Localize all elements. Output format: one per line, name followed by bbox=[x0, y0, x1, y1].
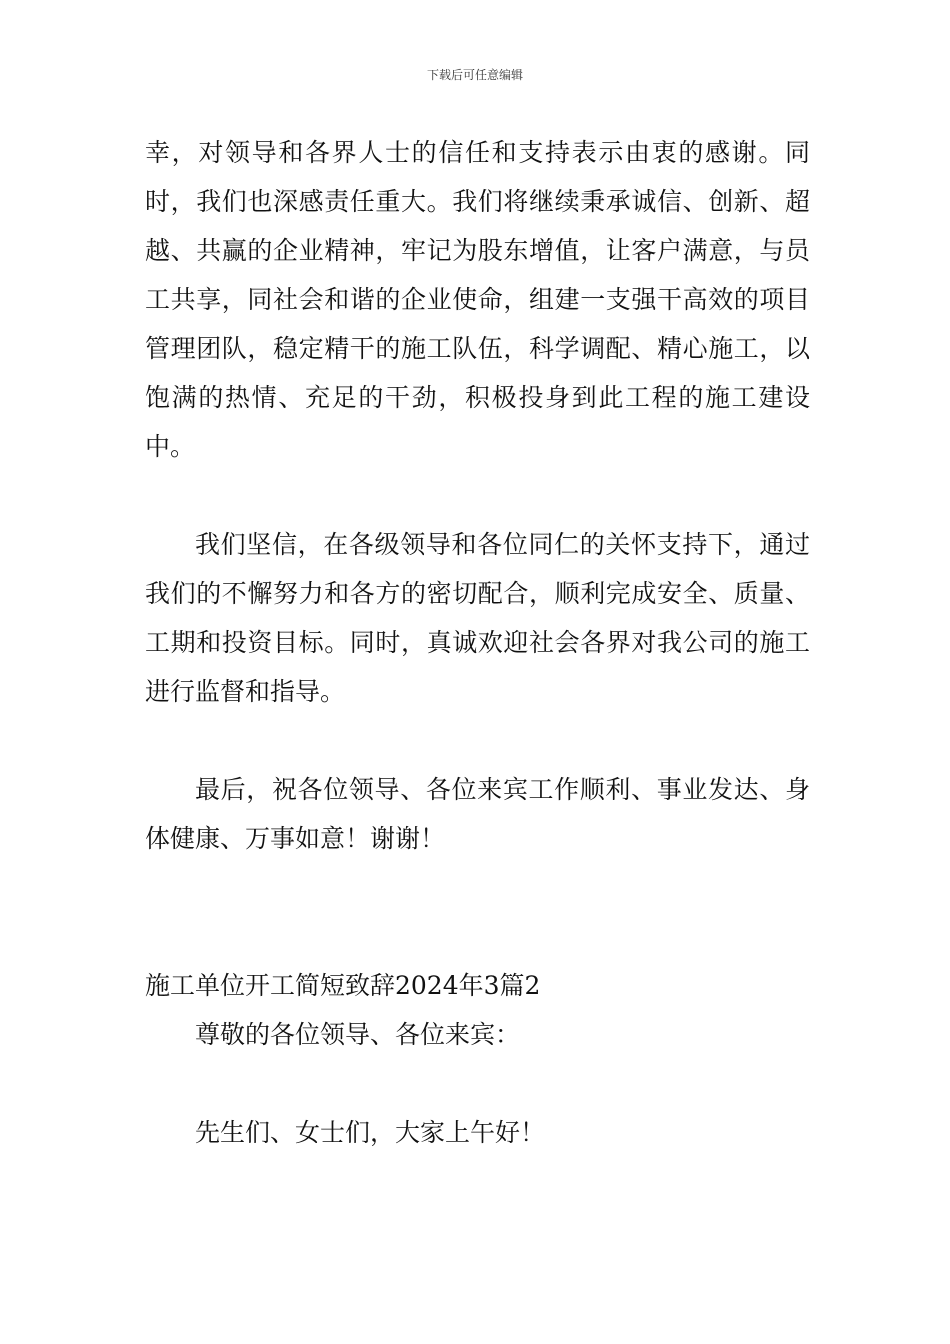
paragraph-wishes: 最后，祝各位领导、各位来宾工作顺利、事业发达、身体健康、万事如意！谢谢！ bbox=[145, 775, 810, 853]
greeting: 先生们、女士们，大家上午好！ bbox=[195, 1118, 546, 1147]
salutation: 尊敬的各位领导、各位来宾： bbox=[195, 1020, 521, 1049]
document-body bbox=[145, 128, 810, 1157]
section-title: 施工单位开工简短致辞2024年3篇2 bbox=[145, 971, 541, 1000]
page-header: 下载后可任意编辑 bbox=[426, 68, 523, 82]
paragraph-belief: 我们坚信，在各级领导和各位同仁的关怀支持下，通过我们的不懈努力和各方的密切配合，顺利完成安全、质量、工期和投资目标。同时，真诚欢迎社会各界对我公司的施工进行监督和指导。 bbox=[145, 530, 810, 706]
paragraph-thanks: 幸，对领导和各界人士的信任和支持表示由衷的感谢。同时，我们也深感责任重大。我们将继续秉承诚信、创新、超越、共赢的企业精神，牢记为股东增值，让客户满意，与员工共享，同社会和谐的企业使命，组建一支强干高效的项目管理团队，稳定精干的施工队伍，科学调配、精心施工，以饱满的热情、充足的干劲，积极投身到此工程的施工建设中。 bbox=[145, 138, 810, 461]
